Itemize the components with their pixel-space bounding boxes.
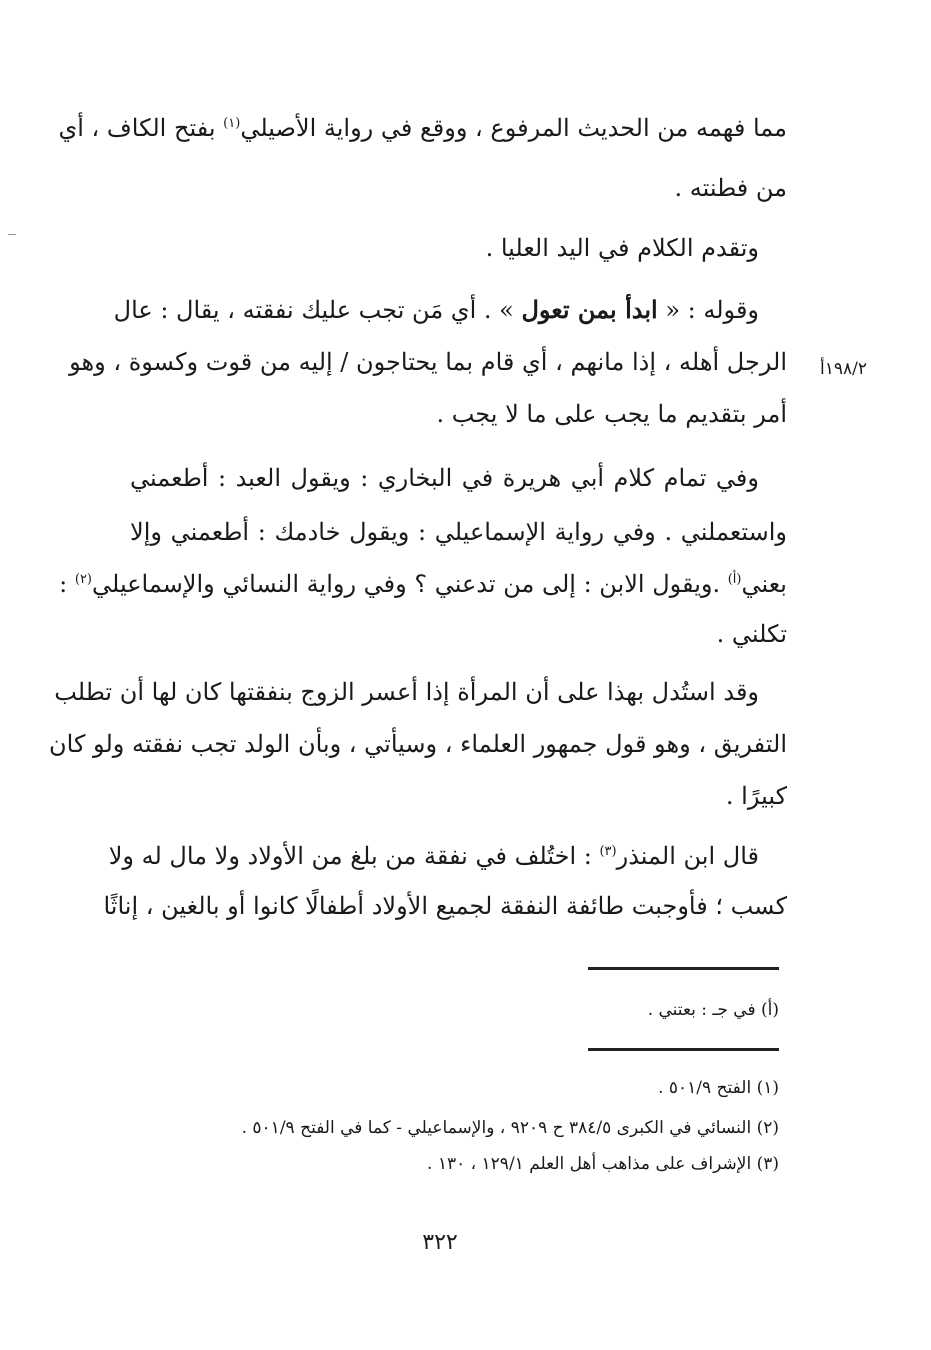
hadith-quote: ابدأ بمن تعول (521, 295, 658, 324)
body-line: تكلني . (716, 620, 787, 648)
body-line: وتقدم الكلام في اليد العليا . (485, 234, 759, 262)
body-line: وقوله : « ابدأ بمن تعول » . أي مَن تجب عليك نفقته ، يقال : عال (113, 295, 759, 324)
body-line: من فطنته . (674, 174, 787, 202)
variant-ref: (أ) (727, 572, 742, 587)
footnote-3: (٣) الإشراف على مذاهب أهل العلم ١٢٩/١ ، ١٣٠ . (427, 1154, 779, 1174)
separator-line (588, 1048, 779, 1051)
body-line: أمر بتقديم ما يجب على ما لا يجب . (436, 400, 787, 428)
body-line: واستعملني . وفي رواية الإسماعيلي : ويقول خادمك : أطعمني وإلا (130, 518, 787, 546)
footnote-2: (٢) النسائي في الكبرى ٣٨٤/٥ ح ٩٢٠٩ ، والإسماعيلي - كما في الفتح ٥٠١/٩ . (241, 1118, 779, 1138)
variant-note: (أ) في جـ : بعتني . (647, 1000, 779, 1020)
body-line: مما فهمه من الحديث المرفوع ، ووقع في رواية الأصيلي$^{(١)}$ بفتح الكاف ، أي (58, 114, 787, 142)
body-line: التفريق ، وهو قول جمهور العلماء ، وسيأتي ، وبأن الولد تجب نفقته ولو كان (49, 730, 787, 758)
body-line: بعني$^{(أ)}$ .ويقول الابن : إلى من تدعني ؟ وفي رواية النسائي والإسماعيلي$^{(٢)}$ : (59, 570, 787, 598)
footnote-ref: (٢) (74, 572, 92, 587)
body-line: كبيرًا . (725, 782, 787, 810)
footnote-ref: (١) (223, 116, 241, 131)
footnote-ref: (٣) (599, 844, 617, 859)
body-line: كسب ؛ فأوجبت طائفة النفقة لجميع الأولاد أطفالًا كانوا أو بالغين ، إناثًا (103, 892, 787, 920)
separator-line (588, 967, 779, 970)
footnote-1: (١) الفتح ٥٠١/٩ . (658, 1078, 779, 1098)
body-line: الرجل أهله ، إذا مانهم ، أي قام بما يحتاجون / إليه من قوت وكسوة ، وهو (69, 348, 787, 376)
body-line: وفي تمام كلام أبي هريرة في البخاري : ويقول العبد : أطعمني (130, 464, 759, 492)
body-line: قال ابن المنذر$^{(٣)}$ : اختُلف في نفقة من بلغ من الأولاد ولا مال له ولا (108, 842, 759, 870)
scan-mark (8, 234, 16, 235)
manuscript-folio-note: ١٩٨/٢أ (820, 359, 867, 379)
body-line: وقد استُدل بهذا على أن المرأة إذا أعسر الزوج بنفقتها كان لها أن تطلب (54, 678, 759, 706)
page-number: ٣٢٢ (422, 1230, 458, 1255)
